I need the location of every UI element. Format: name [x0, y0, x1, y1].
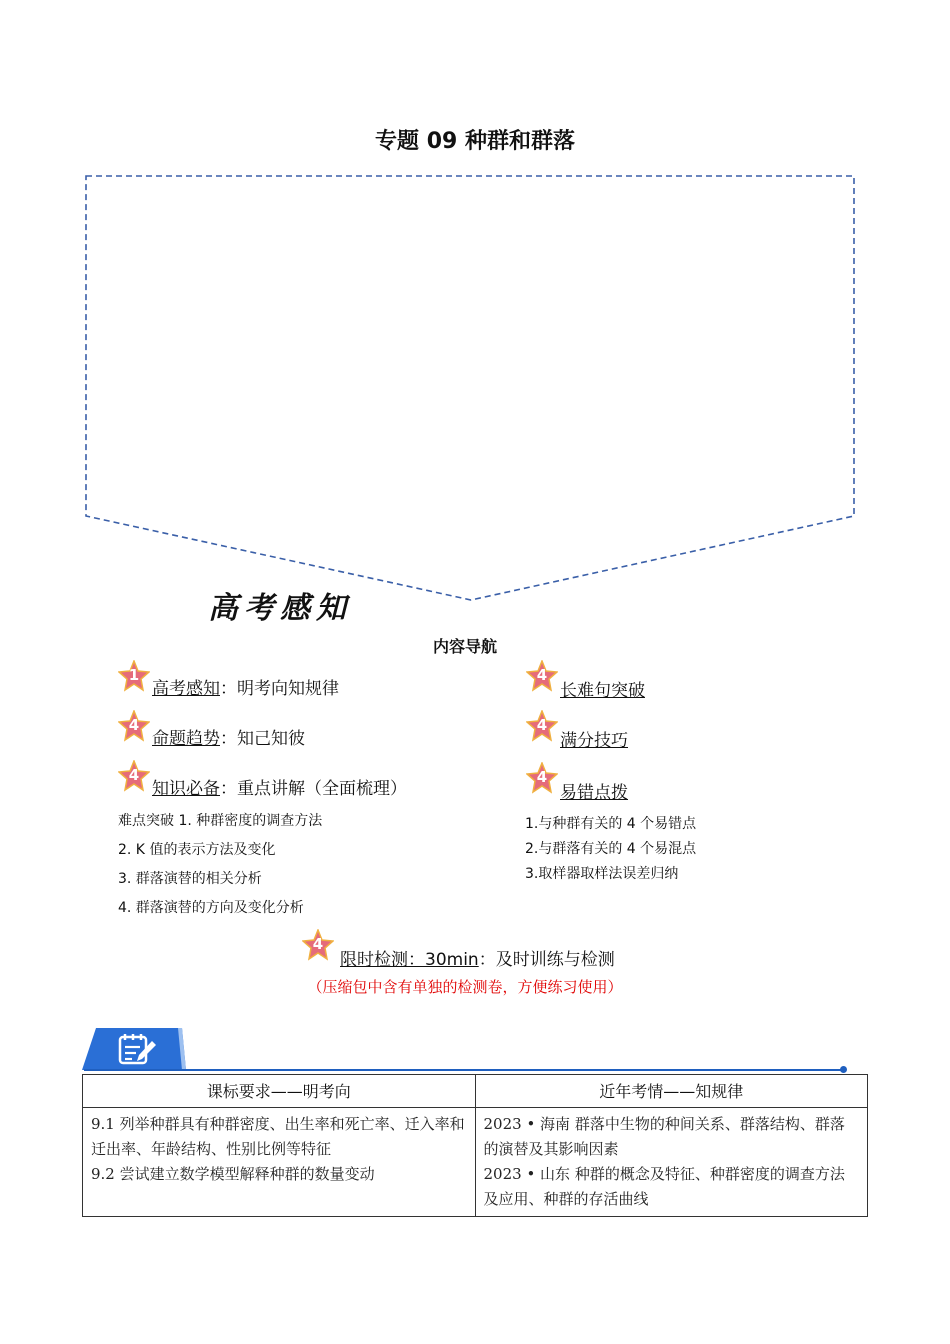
nav-desc: ：知己知彼 — [220, 729, 305, 749]
table-row — [83, 1108, 868, 1217]
nav-label: 高考感知 — [152, 679, 220, 699]
note-text: （压缩包中含有单独的检测卷，方便练习使用） — [307, 978, 623, 996]
badge-number: 4 — [536, 768, 548, 786]
list-item: 2.与群落有关的 4 个易混点 — [525, 841, 697, 857]
nav-desc: ：重点讲解（全面梳理） — [220, 779, 407, 799]
nav-label: 易错点拨 — [560, 783, 628, 803]
table-cell — [83, 1108, 476, 1217]
divider-line — [84, 1069, 844, 1071]
list-item: 3. 群落演替的相关分析 — [118, 871, 262, 887]
cell-line: 2023 • 山东 种群的概念及特征、种群密度的调查方法及应用、种群的存活曲线 — [483, 1165, 845, 1208]
nav-label: 知识必备 — [152, 779, 220, 799]
badge-number: 1 — [128, 666, 140, 684]
badge-number: 4 — [128, 766, 140, 784]
cell-line: 9.2 尝试建立数学模型解释种群的数量变动 — [91, 1165, 375, 1183]
nav-label: 命题趋势 — [152, 729, 220, 749]
nav-label: 长难句突破 — [560, 681, 645, 701]
nav-label: 满分技巧 — [560, 731, 628, 751]
table-header-row — [83, 1075, 868, 1108]
cell-line: 2023 • 海南 群落中生物的种间关系、群落结构、群落的演替及其影响因素 — [483, 1115, 845, 1158]
badge-number: 4 — [536, 666, 548, 684]
section-heading: 高考感知 — [208, 591, 352, 626]
list-item: 1.与种群有关的 4 个易错点 — [525, 816, 697, 832]
table-header: 近年考情——知规律 — [475, 1075, 868, 1108]
nav-title: 内容导航 — [432, 637, 497, 656]
badge-number: 4 — [536, 716, 548, 734]
badge-number: 4 — [128, 716, 140, 734]
table-header: 课标要求——明考向 — [83, 1075, 476, 1108]
cell-line: 9.1 列举种群具有种群密度、出生率和死亡率、迁入率和迁出率、年龄结构、性别比例等特征 — [91, 1115, 465, 1158]
nav-label: 限时检测：30min — [340, 950, 479, 970]
list-item: 难点突破 1. 种群密度的调查方法 — [118, 813, 323, 829]
nav-desc: ：明考向知规律 — [220, 679, 339, 699]
notepad-pencil-icon — [114, 1031, 160, 1067]
list-item: 3.取样器取样法误差归纳 — [525, 866, 679, 882]
badge-number: 4 — [312, 935, 324, 953]
page-title: 专题 09 种群和群落 — [375, 129, 575, 154]
list-item: 4. 群落演替的方向及变化分析 — [118, 900, 304, 916]
dashed-frame — [80, 170, 862, 610]
divider-dot — [840, 1066, 847, 1073]
exam-table — [82, 1074, 868, 1217]
table-cell — [475, 1108, 868, 1217]
list-item: 2. K 值的表示方法及变化 — [118, 842, 276, 858]
nav-desc: ：及时训练与检测 — [478, 950, 615, 970]
